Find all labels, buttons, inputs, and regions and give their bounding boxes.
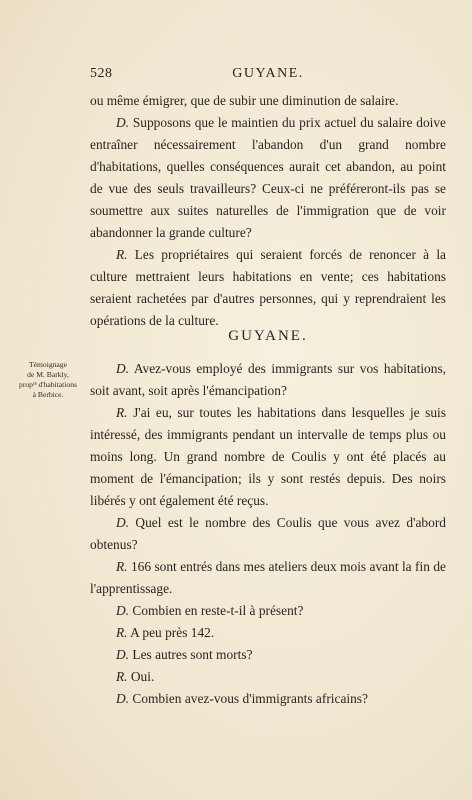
answer-label: R. xyxy=(116,247,128,262)
margin-note-line: propʳᵉ d'habitations xyxy=(19,380,77,389)
speaker-label: D. xyxy=(116,647,130,662)
speaker-label: R. xyxy=(116,559,128,574)
margin-note-line: Témoignage xyxy=(29,360,67,369)
text-block-top xyxy=(90,90,446,332)
dialogue-paragraph xyxy=(90,600,446,622)
dialogue-paragraph xyxy=(90,622,446,644)
page-number: 528 xyxy=(90,66,113,81)
dialogue-paragraph xyxy=(90,688,446,710)
speaker-label: R. xyxy=(116,669,128,684)
page-header xyxy=(90,66,446,86)
dialogue-text: Combien avez-vous d'immigrants africains? xyxy=(132,691,368,706)
dialogue-paragraph xyxy=(90,358,446,402)
running-title: GUYANE. xyxy=(232,66,304,81)
dialogue-text: Avez-vous employé des immigrants sur vos habitations, soit avant, soit après l'émancipation? xyxy=(90,361,447,398)
dialogue-text: 166 sont entrés dans mes ateliers deux mois avant la fin de l'apprentissage. xyxy=(90,559,446,596)
dialogue-text: Les autres sont morts? xyxy=(132,647,253,662)
speaker-label: R. xyxy=(116,405,128,420)
dialogue-text: Quel est le nombre des Coulis que vous avez d'abord obtenus? xyxy=(90,515,446,552)
margin-note-line: à Berbice. xyxy=(32,390,64,399)
answer-paragraph xyxy=(90,244,446,332)
speaker-label: D. xyxy=(116,691,130,706)
paragraph-continuation: ou même émigrer, que de subir une diminution de salaire. xyxy=(90,93,399,108)
dialogue-text: J'ai eu, sur toutes les habitations dans lesquelles je suis intéressé, des immigrants pendant un intervalle de temps plus ou moins long. Un grand nombre de Coulis y ont été placés au moment de l'émancipation; ils y sont restés depuis. Des noirs libérés y ont également été reçus. xyxy=(90,405,446,508)
dialogue-paragraph xyxy=(90,666,446,688)
speaker-label: R. xyxy=(116,625,128,640)
question-text: Supposons que le maintien du prix actuel du salaire doive entraîner nécessairement l'abandon d'un grand nombre d'habitations, quelles conséquences aurait cet abandon, au point de vue des seuls travailleurs? Ceux-ci ne préféreront-ils pas se soumettre aux suites naturelles de l'immigration que de voir abandonner la grande culture? xyxy=(90,115,446,240)
dialogue-paragraph xyxy=(90,644,446,666)
speaker-label: D. xyxy=(116,603,130,618)
dialogue-paragraph xyxy=(90,512,446,556)
question-paragraph xyxy=(90,112,446,244)
text-block-testimony xyxy=(90,358,446,710)
dialogue-text: Combien en reste-t-il à présent? xyxy=(132,603,304,618)
speaker-label: D. xyxy=(116,515,130,530)
speaker-label: D. xyxy=(116,361,130,376)
section-title: GUYANE. xyxy=(228,328,308,344)
dialogue-text: Oui. xyxy=(130,669,155,684)
dialogue-paragraph xyxy=(90,402,446,512)
margin-note-line: de M. Barkly, xyxy=(27,370,69,379)
dialogue-paragraph xyxy=(90,556,446,600)
answer-text: Les propriétaires qui seraient forcés de renoncer à la culture mettraient leurs habitations en vente; ces habitations seraient rachetées par d'autres personnes, qui y reprendraient les opérations de la culture. xyxy=(90,247,446,328)
dialogue-text: A peu près 142. xyxy=(130,625,215,640)
question-label: D. xyxy=(116,115,130,130)
margin-note xyxy=(10,360,86,400)
